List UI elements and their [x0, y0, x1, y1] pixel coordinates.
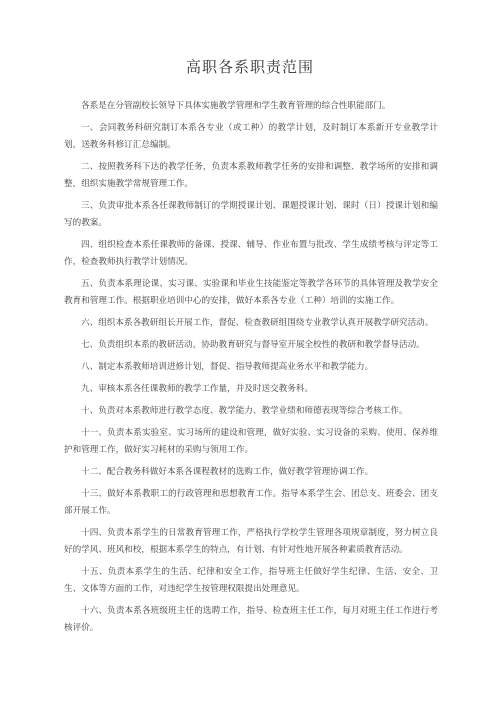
duty-paragraph-1: 一、会同教务科研究制订本系各专业（或工种）的教学计划，及时制订本系新开专业教学计划，送教务科修订汇总编制。	[64, 123, 438, 150]
duty-paragraph-2: 二、按照教务科下达的教学任务，负责本系教师教学任务的安排和调整、教学场所的安排和调整，组织实施教学常规管理工作。	[64, 162, 438, 189]
intro-paragraph: 各系是在分管副校长领导下具体实施教学管理和学生教育管理的综合性职能部门。	[81, 101, 391, 111]
duty-paragraph-11: 十一、负责本系实验室、实习场所的建设和管理，做好实验、实习设备的采购、使用、保养维护和管理工作，做好实习耗材的采购与领用工作。	[64, 428, 438, 455]
duty-paragraph-13: 十三、做好本系教职工的行政管理和思想教育工作。指导本系学生会、团总支、班委会、团支部开展工作。	[64, 489, 438, 516]
page-title: 高职各系职责范围	[185, 58, 314, 76]
duty-paragraph-5: 五、负责本系理论课、实习课、实验课和毕业生技能鉴定等教学各环节的具体管理及教学安全教育和管理工作。根据职业培训中心的安排，做好本系各专业（工种）培训的实施工作。	[64, 279, 438, 306]
duty-paragraph-14: 十四、负责本系学生的日常教育管理工作，严格执行学校学生管理各项规章制度，努力树立良好的学风、班风和校，根据本系学生的特点，有计划、有针对性地开展各种素质教育活动。	[64, 528, 438, 555]
duty-paragraph-8: 八、制定本系教师培训进修计划，督促、指导教师提高业务水平和教学能力。	[81, 362, 374, 372]
duty-paragraph-4: 四、组织检查本系任课教师的备课、授课、辅导、作业布置与批改、学生成绩考核与评定等工作，检查教师执行教学计划情况。	[64, 240, 438, 267]
duty-paragraph-16: 十六、负责本系各班级班主任的选聘工作，指导、检查班主任工作，每月对班主任工作进行考核评价。	[64, 606, 438, 633]
duty-paragraph-6: 六、组织本系各教研组长开展工作，督促、检查教研组围绕专业教学认真开展教学研究活动。	[81, 318, 434, 328]
duty-paragraph-12: 十二、配合教务科做好本系各课程教材的选购工作，做好教学管理协调工作。	[81, 467, 374, 477]
duty-paragraph-10: 十、负责对本系教师进行教学态度、教学能力、教学业绩和师德表现等综合考核工作。	[81, 406, 408, 416]
duty-paragraph-15: 十五、负责本系学生的生活、纪律和安全工作，指导班主任做好学生纪律、生活、安全、卫生、文体等方面的工作，对违纪学生按管理权限提出处理意见。	[64, 567, 438, 594]
duty-paragraph-3: 三、负责审批本系各任课教师制订的学期授课计划、课题授课计划、课时（日）授课计划和编写的教案。	[64, 201, 438, 228]
duty-paragraph-9: 九、审核本系各任课教师的教学工作量，并及时送交教务科。	[81, 384, 314, 394]
duty-paragraph-7: 七、负责组织本系的教研活动，协助教育研究与督导室开展全校性的教研和教学督导活动。	[81, 340, 425, 350]
document-body	[64, 98, 438, 642]
